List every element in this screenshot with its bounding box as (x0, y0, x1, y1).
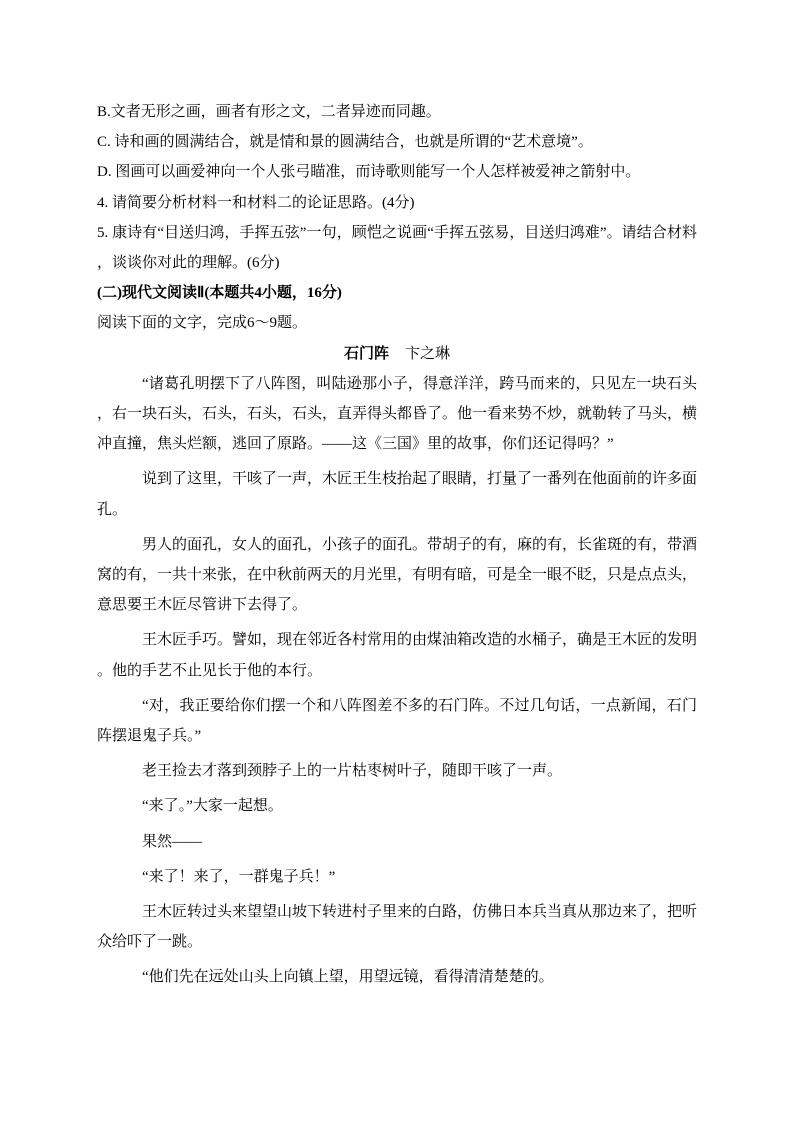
passage-paragraph: “他们先在远处山头上向镇上望，用望远镜，看得清清楚楚的。 (142, 969, 554, 986)
section-heading: (二)现代文阅读Ⅱ(本题共4小题，16分) (97, 285, 342, 302)
choice-option-d: D. 图画可以画爱神向一个人张弓瞄准，而诗歌则能写一个人怎样被爱神之箭射中。 (97, 164, 641, 181)
question-4: 4. 请简要分析材料一和材料二的论证思路。(4分) (97, 194, 415, 211)
passage-paragraph: “对，我正要给你们摆一个和八阵图差不多的石门阵。不过几句话，一点新闻，石门阵摆退鬼子兵。” (97, 697, 697, 745)
choice-option-b: B.文者无形之画，画者有形之文，二者异迹而同趣。 (97, 104, 441, 120)
passage-paragraph: 男人的面孔，女人的面孔，小孩子的面孔。带胡子的有，麻的有，长雀斑的有，带酒窝的有，一共十来张，在中秋前两天的月光里，有明有暗，可是全一眼不眨，只是点点头，意思要王木匠尽管讲下去得了。 (97, 536, 698, 614)
passage-title-line (97, 339, 697, 369)
choice-option-c: C. 诗和画的圆满结合，就是情和景的圆满结合，也就是所谓的“艺术意境”。 (97, 134, 593, 151)
passage-paragraph: “来了。”大家一起想。 (142, 798, 283, 815)
passage-paragraph: 王木匠转过头来望望山坡下转进村子里来的白路，仿佛日本兵当真从那边来了，把听众给吓了一跳。 (97, 904, 698, 951)
page-content (97, 97, 697, 998)
passage-title: 石门阵 (343, 345, 389, 362)
passage-paragraph: 说到了这里，干咳了一声，木匠王生枝抬起了眼睛，打量了一番列在他面前的许多面孔。 (97, 471, 698, 518)
passage-paragraph: 王木匠手巧。譬如，现在邻近各村常用的由煤油箱改造的水桶子，确是王木匠的发明。他的手艺不止见长于他的本行。 (97, 632, 698, 679)
passage-paragraph: “来了！来了，一群鬼子兵！” (142, 868, 336, 885)
reading-instruction: 阅读下面的文字，完成6～9题。 (97, 315, 308, 332)
passage-paragraph: 老王捡去才落到颈脖子上的一片枯枣树叶子，随即干咳了一声。 (142, 763, 563, 780)
question-5: 5. 康诗有“目送归鸿，手挥五弦”一句，顾恺之说画“手挥五弦易，目送归鸿难”。请结合材料，谈谈你对此的理解。(6分) (97, 224, 697, 272)
passage-author: 卞之琳 (405, 345, 451, 362)
passage-paragraph: “诸葛孔明摆下了八阵图，叫陆逊那小子，得意洋洋，跨马而来的，只见左一块石头，右一块石头，石头，石头，石头，直弄得头都昏了。他一看来势不炒，就勒转了马头，横冲直撞，焦头烂额，逃回了原路。——这《三国》里的故事，你们还记得吗？” (97, 375, 698, 453)
passage-paragraph: 果然—— (142, 833, 203, 850)
